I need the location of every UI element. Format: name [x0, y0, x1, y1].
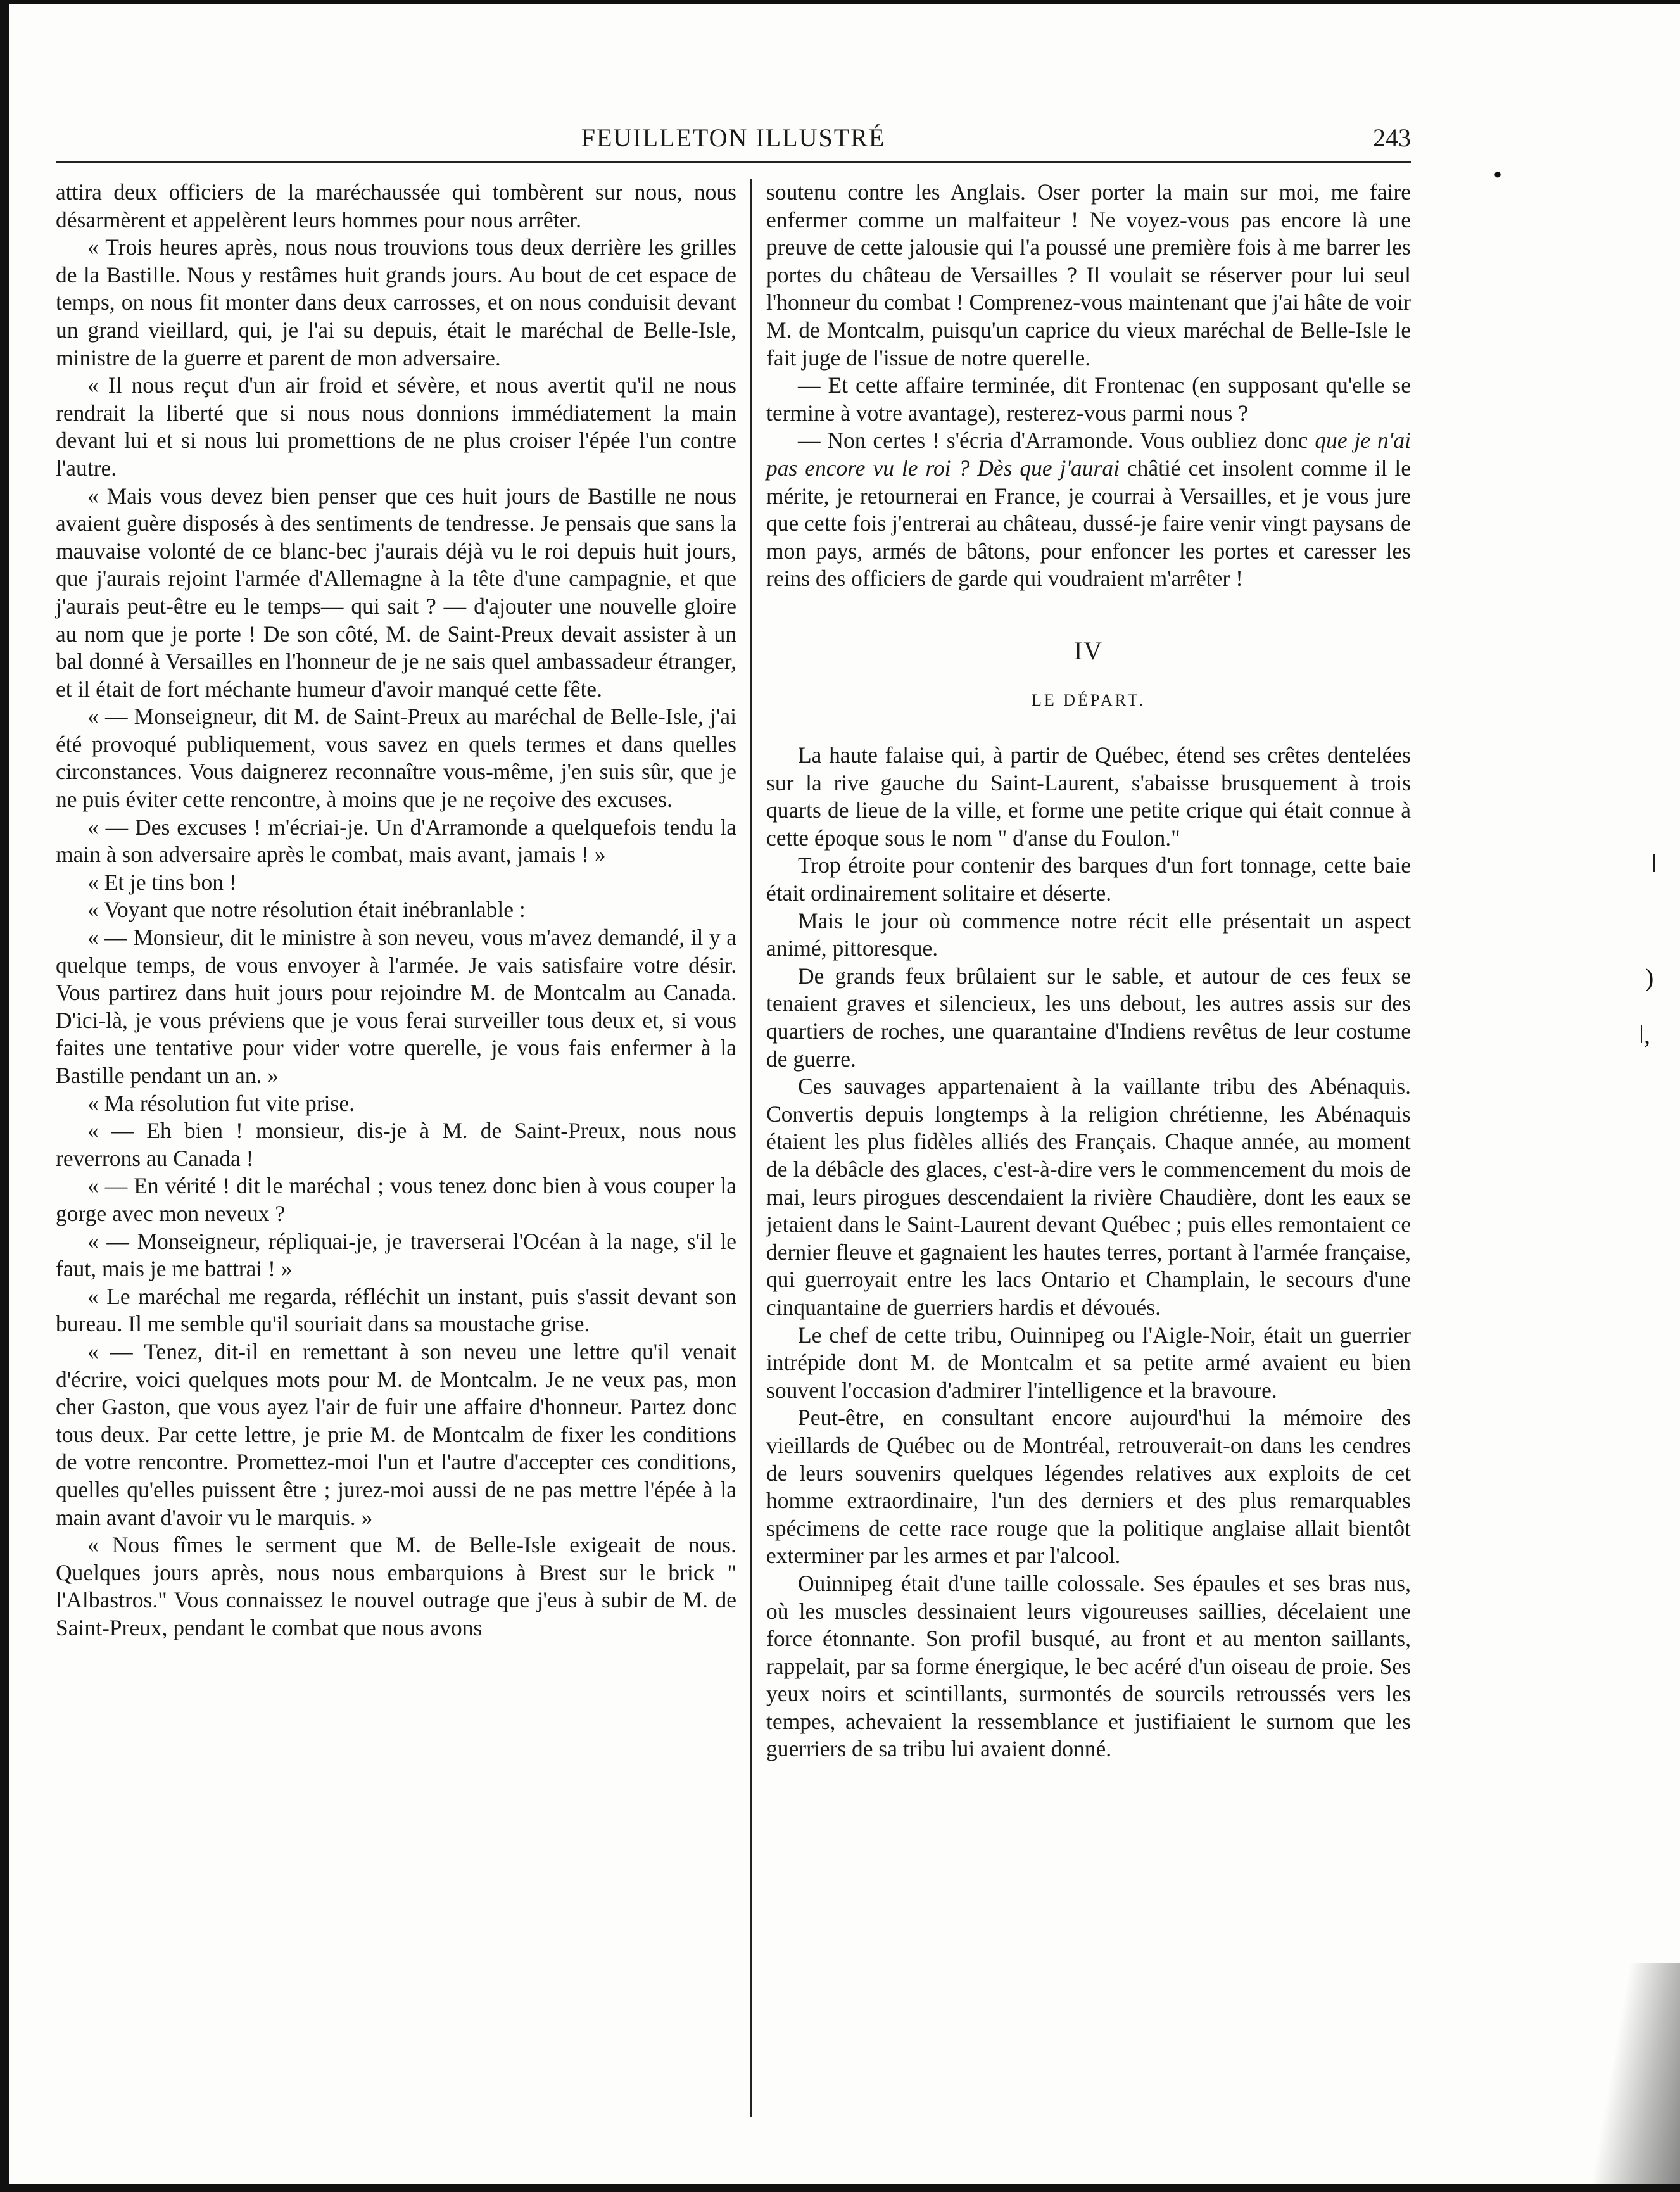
paragraph: De grands feux brûlaient sur le sable, et autour de ces feux se tenaient graves et silencieux, les uns debout, les autres assis sur des quartiers de roches, une quarantaine d'Indiens revêtus de leur costume de guerre. — [766, 963, 1411, 1072]
paragraph: Peut-être, en consultant encore aujourd'hui la mémoire des vieillards de Québec ou de Montréal, retrouverait-on dans les cendres de leurs souvenirs quelques légendes relatives aux exploits de cet homme extraordinaire, l'un des derniers et des plus remarquables spécimens de cette race rouge que la politique anglaise allait bientôt exterminer par les armes et par l'alcool. — [766, 1405, 1411, 1569]
paragraph: Ces sauvages appartenaient à la vaillante tribu des Abénaquis. Convertis depuis longtemps à la religion chrétienne, les Abénaquis étaient les plus fidèles alliés des Français. Chaque année, au moment de la débâcle des glaces, c'est-à-dire vers le commencement du mois de mai, leurs pirogues descendaient la rivière Chaudière, dont les eaux se jetaient dans le Saint-Laurent devant Québec ; puis elles remontaient ce dernier fleuve et gagnaient les hautes terres, portant à l'armée française, qui guerroyait entre les lacs Ontario et Champlain, le secours d'une cinquantaine de guerriers hardis et dévoués. — [766, 1074, 1411, 1320]
scan-top-border — [0, 0, 1680, 14]
paragraph: « Il nous reçut d'un air froid et sévère, et nous avertit qu'il ne nous rendrait la liberté que si nous nous donnions immédiatement la main devant lui et si nous lui promettions de ne plus croiser l'épée l'un contre l'autre. — [56, 372, 736, 481]
column-divider — [750, 179, 752, 2117]
paragraph: « — Monseigneur, dit M. de Saint-Preux au maréchal de Belle-Isle, j'ai été provoqué publiquement, vous savez en quels termes et dans quelles circonstances. Vous daignerez reconnaître vous-même, j'en suis sûr, que je ne puis éviter cette rencontre, à moins que je ne reçoive des excuses. — [56, 704, 736, 813]
section-number: IV — [1073, 636, 1104, 665]
paragraph: « — Eh bien ! monsieur, dis-je à M. de Saint-Preux, nous nous reverrons au Canada ! — [56, 1118, 736, 1171]
scan-left-border — [0, 0, 9, 2192]
paragraph: La haute falaise qui, à partir de Québec, étend ses crêtes dentelées sur la rive gauche du Saint-Laurent, s'abaisse brusquement à trois quarts de lieue de la ville, et forme une petite crique qui était connue à cette époque sous le nom " d'anse du Foulon." — [766, 742, 1411, 851]
paragraph: Le chef de cette tribu, Ouinnipeg ou l'Aigle-Noir, était un guerrier intrépide dont M. de Montcalm et sa petite armé avaient eu bien souvent l'occasion d'admirer l'intelligence et la bravoure. — [766, 1322, 1411, 1403]
paragraph: — Et cette affaire terminée, dit Frontenac (en supposant qu'elle se termine à votre avantage), resterez-vous parmi nous ? — [766, 372, 1411, 426]
scan-speck: ) — [1645, 963, 1654, 992]
scan-bottom-border — [0, 2184, 1680, 2192]
paragraph: « Ma résolution fut vite prise. — [87, 1090, 355, 1116]
paragraph: « — Tenez, dit-il en remettant à son neveu une lettre qu'il venait d'écrire, voici quelques mots pour M. de Montcalm. Je ne veux pas, mon cher Gaston, que vous ayez l'air de fuir une affaire d'honneur. Partez donc tous deux. Par cette lettre, je prie M. de Montcalm de fixer les conditions de votre rencontre. Promettez-moi l'un et l'autre d'accepter ces conditions, quelles qu'elles puissent être ; jurez-moi aussi de ne pas mettre l'épée à la main avant d'avoir vu le marquis. » — [56, 1338, 736, 1530]
scan-speck: ǀ, — [1639, 1020, 1651, 1049]
paragraph: « Nous fîmes le serment que M. de Belle-Isle exigeait de nous. Quelques jours après, nous nous embarquions à Brest sur le brick " l'Albastros." Vous connaissez le nouvel outrage que j'eus à subir de M. de Saint-Preux, pendant le combat que nous avons — [56, 1532, 736, 1640]
italic-phrase: que je n'ai pas encore vu le roi ? Dès que j'aurai — [766, 428, 1411, 481]
page-header — [56, 119, 1411, 163]
paragraph: Mais le jour où commence notre récit elle présentait un aspect animé, pittoresque. — [766, 908, 1411, 961]
paragraph: « Trois heures après, nous nous trouvions tous deux derrière les grilles de la Bastille. Nous y restâmes huit grands jours. Au bout de cet espace de temps, on nous fit monter dans deux carrosses, et on nous conduisit devant un grand vieillard, qui, je l'ai su depuis, était le maréchal de Belle-Isle, ministre de la guerre et parent de mon adversaire. — [56, 234, 736, 371]
paragraph: Ouinnipeg était d'une taille colossale. Ses épaules et ses bras nus, où les muscles dessinaient leurs vigoureuses saillies, décelaient une force étonnante. Son profil busqué, au front et au menton saillants, rappelait, par sa forme énergique, le bec acéré d'un oiseau de proie. Ses yeux noirs et scintillants, surmontés de sourcils retroussés vers les tempes, achevaient la ressemblance et justifiaient le surnom que les guerriers de sa tribu lui avaient donné. — [766, 1570, 1411, 1762]
scan-edge-shadow — [1570, 1963, 1680, 2184]
paragraph: Trop étroite pour contenir des barques d'un fort tonnage, cette baie était ordinairement solitaire et déserte. — [766, 852, 1411, 906]
section-title: LE DÉPART. — [1031, 690, 1146, 709]
right-column — [766, 179, 1411, 1763]
paragraph: « — Monseigneur, répliquai-je, je traverserai l'Océan à la nage, s'il le faut, mais je me battrai ! » — [56, 1228, 736, 1282]
paragraph: « Voyant que notre résolution était inébranlable : — [87, 897, 526, 923]
paragraph: « — Des excuses ! m'écriai-je. Un d'Arramonde a quelquefois tendu la main à son adversaire après le combat, mais avant, jamais ! » — [56, 814, 736, 868]
paragraph: « Le maréchal me regarda, réfléchit un instant, puis s'assit devant son bureau. Il me semble qu'il souriait dans sa moustache grise. — [56, 1283, 736, 1337]
paragraph: « — En vérité ! dit le maréchal ; vous tenez donc bien à vous couper la gorge avec mon neveux ? — [56, 1173, 736, 1226]
paragraph: « — Monsieur, dit le ministre à son neveu, vous m'avez demandé, il y a quelque temps, de vous envoyer à l'armée. Je vais satisfaire votre désir. Vous partirez dans huit jours pour rejoindre M. de Montcalm au Canada. D'ici-là, je vous préviens que je vous ferai surveiller tous deux et, si vous faites une tentative pour vider votre querelle, je vous fais enfermer à la Bastille pendant un an. » — [56, 925, 736, 1088]
paragraph: soutenu contre les Anglais. Oser porter la main sur moi, me faire enfermer comme un malfaiteur ! Ne voyez-vous pas encore là une preuve de cette jalousie qui l'a poussé une première fois à me barrer les portes du château de Versailles ? Il voulait se réserver pour lui seul l'honneur du combat ! Comprenez-vous maintenant que j'ai hâte de voir M. de Montcalm, puisqu'un caprice du vieux maréchal de Belle-Isle le fait juge de l'issue de notre querelle. — [766, 179, 1411, 371]
paragraph: attira deux officiers de la maréchaussée qui tombèrent sur nous, nous désarmèrent et appelèrent leurs hommes pour nous arrêter. — [56, 179, 736, 232]
scan-speck: • — [1493, 160, 1503, 189]
page-number: 243 — [1373, 124, 1411, 152]
running-title: FEUILLETON ILLUSTRÉ — [581, 124, 886, 152]
paragraph: « Mais vous devez bien penser que ces huit jours de Bastille ne nous avaient guère disposés à des sentiments de tendresse. Je pensais que sans la mauvaise volonté de ce blanc-bec j'aurais déjà vu le roi depuis huit jours, que j'aurais rejoint l'armée d'Allemagne à la tête d'une campagnie, et que j'aurais peut-être eu le temps— qui sait ? — d'ajouter une nouvelle gloire au nom que je porte ! De son côté, M. de Saint-Preux devait assister à un bal donné à Versailles en l'honneur de je ne sais quel ambassadeur étranger, et il était de fort méchante humeur d'avoir manqué cette fête. — [56, 483, 736, 702]
paragraph-text: châtié cet insolent comme il le mérite, je retournerai en France, je courrai à Versailles, et je vous jure que cette fois j'entrerai au château, dussé-je faire venir vingt paysans de mon pays, armés de bâtons, pour enfoncer les portes et caresser les reins des officiers de garde qui voudraient m'arrêter ! — [766, 455, 1411, 592]
scan-speck: ǀ — [1652, 849, 1657, 878]
left-column — [56, 179, 736, 1642]
paragraph-text: — Non certes ! s'écria d'Arramonde. Vous oubliez donc — [798, 428, 1315, 453]
paragraph — [766, 427, 1411, 593]
paragraph: « Et je tins bon ! — [87, 869, 237, 895]
